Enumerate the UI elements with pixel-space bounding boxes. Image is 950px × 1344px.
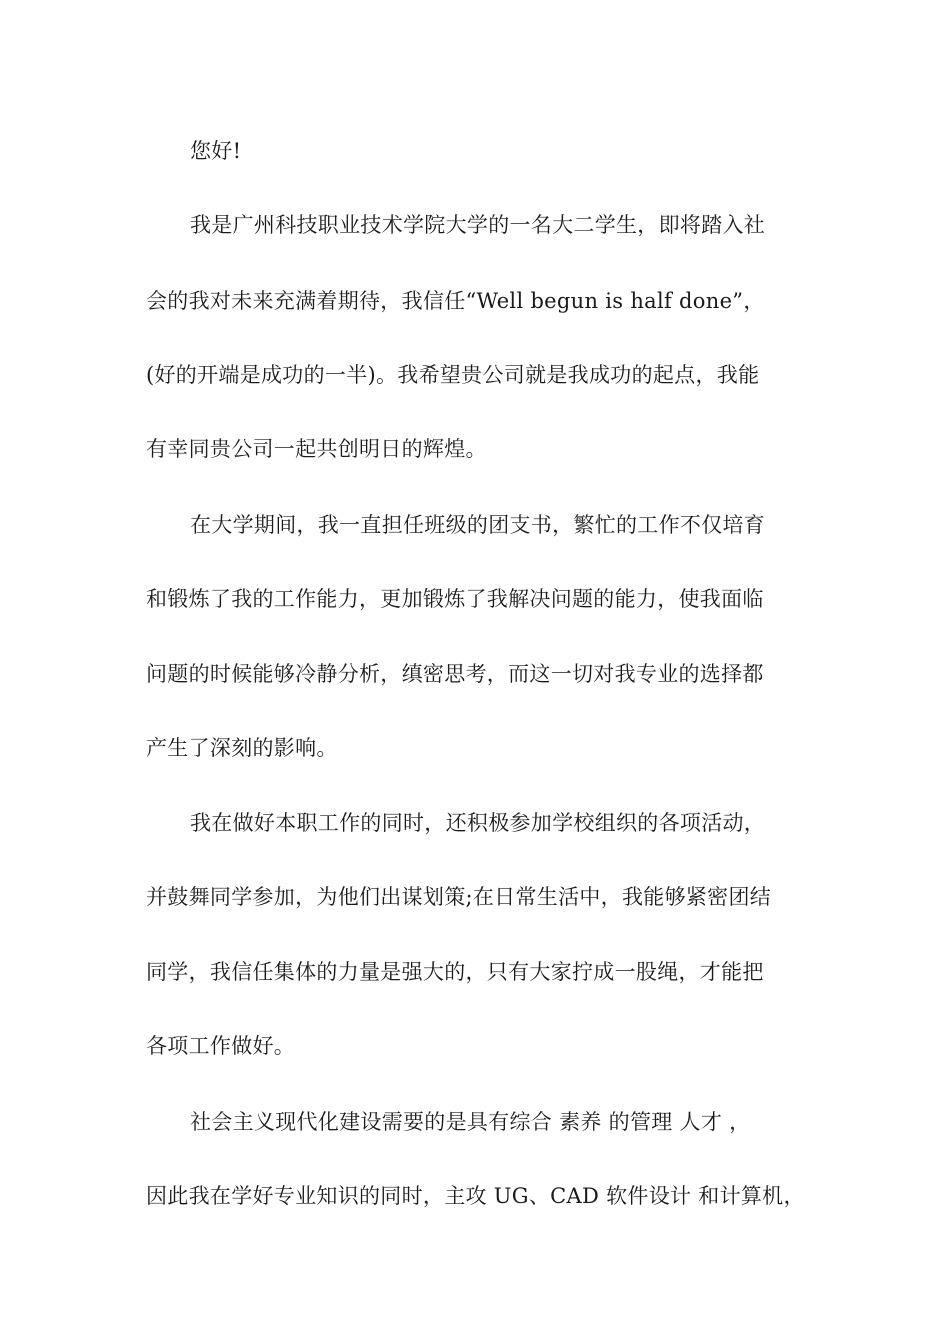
greeting-line: 您好! bbox=[190, 139, 242, 163]
paragraph-2-line-3: 问题的时候能够冷静分析，缜密思考，而这一切对我专业的选择都 bbox=[146, 662, 764, 686]
paragraph-3-line-4: 各项工作做好。 bbox=[146, 1034, 296, 1058]
paragraph-1-line-3: (好的开端是成功的一半)。我希望贵公司就是我成功的起点，我能 bbox=[146, 363, 760, 387]
paragraph-2-line-2: 和锻炼了我的工作能力，更加锻炼了我解决问题的能力，使我面临 bbox=[146, 587, 764, 611]
paragraph-1-line-1: 我是广州科技职业技术学院大学的一名大二学生，即将踏入社 bbox=[190, 213, 766, 237]
paragraph-4-line-1: 社会主义现代化建设需要的是具有综合 素养 的管理 人才 ， bbox=[190, 1110, 751, 1134]
paragraph-1-line-2: 会的我对未来充满着期待，我信任“Well begun is half done”， bbox=[146, 289, 765, 313]
paragraph-3-line-2: 并鼓舞同学参加，为他们出谋划策;在日常生活中，我能够紧密团结 bbox=[146, 885, 772, 909]
paragraph-2-line-4: 产生了深刻的影响。 bbox=[146, 736, 338, 760]
paragraph-1-line-4: 有幸同贵公司一起共创明日的辉煌。 bbox=[146, 437, 487, 461]
paragraph-3-line-3: 同学，我信任集体的力量是强大的，只有大家拧成一股绳，才能把 bbox=[146, 960, 764, 984]
paragraph-2-line-1: 在大学期间，我一直担任班级的团支书，繁忙的工作不仅培育 bbox=[190, 513, 766, 537]
paragraph-3-line-1: 我在做好本职工作的同时，还积极参加学校组织的各项活动， bbox=[190, 811, 766, 835]
paragraph-4-line-2: 因此我在学好专业知识的同时，主攻 UG、CAD 软件设计 和计算机， bbox=[146, 1184, 805, 1208]
